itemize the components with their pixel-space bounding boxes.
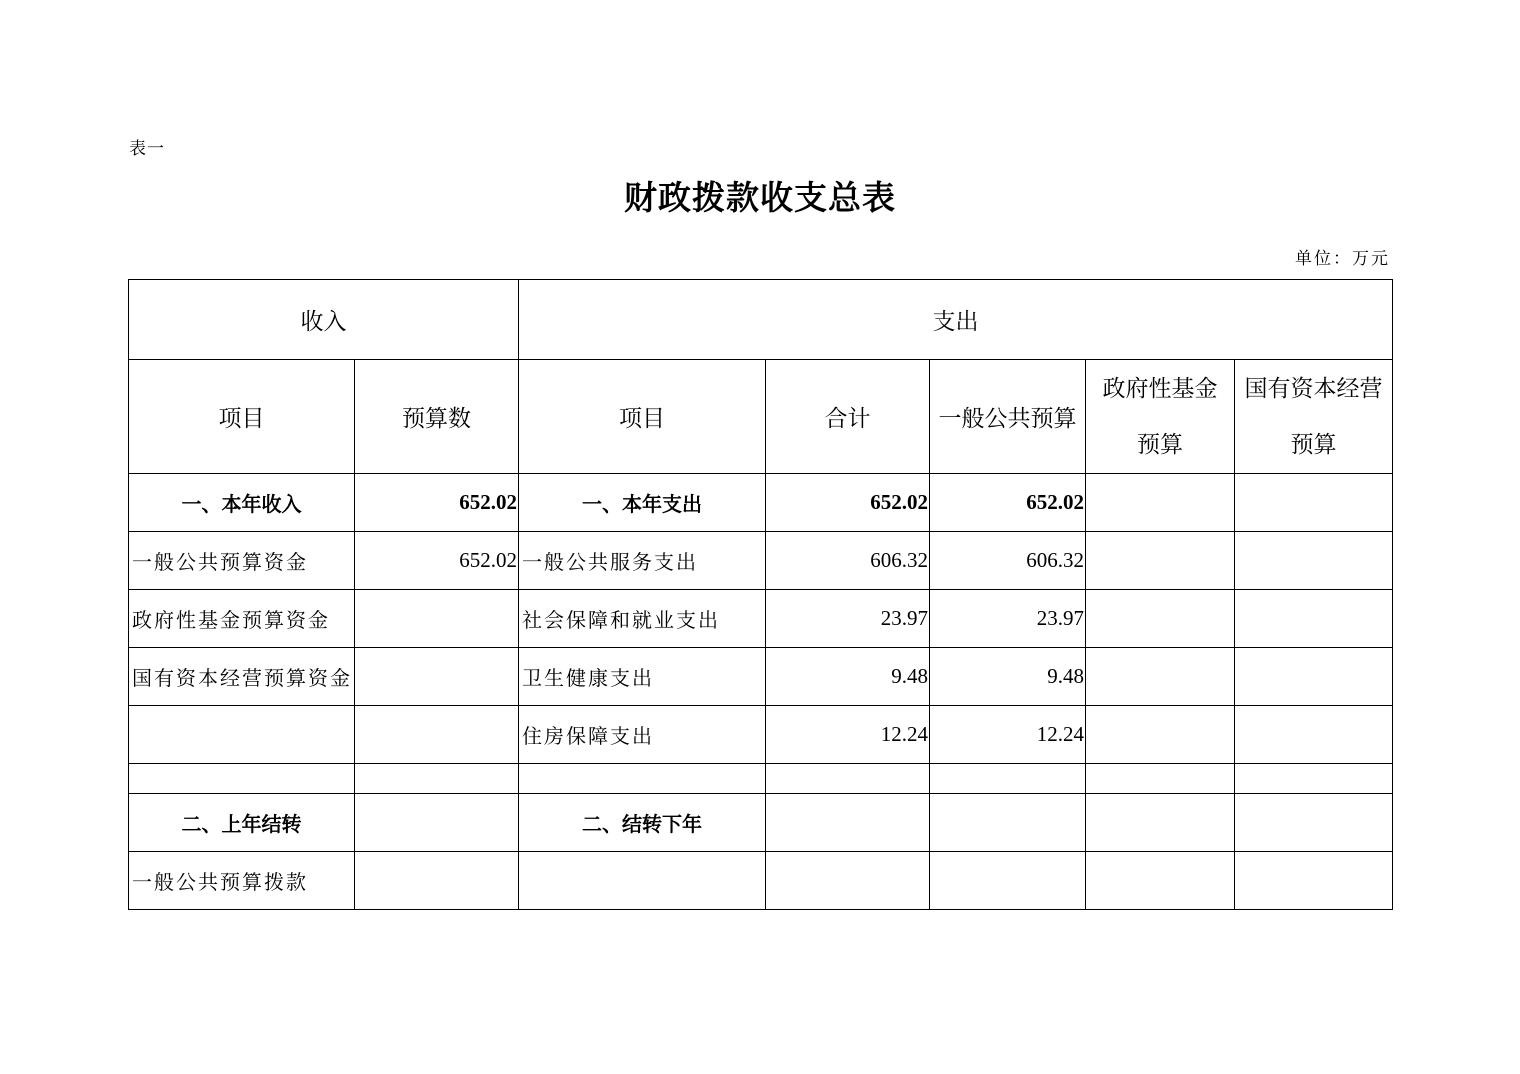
- total-cell: [766, 764, 930, 794]
- budget-table: [128, 279, 1393, 910]
- general-budget-cell: [930, 764, 1086, 794]
- header-gov-fund-line1: 政府性基金: [1102, 375, 1218, 402]
- header-general-budget: 一般公共预算: [930, 360, 1086, 474]
- state-capital-cell: [1235, 764, 1393, 794]
- state-capital-cell: [1235, 532, 1393, 590]
- state-capital-cell: [1235, 474, 1393, 532]
- expense-item-cell: [519, 852, 766, 910]
- header-state-capital-line1: 国有资本经营: [1244, 375, 1383, 402]
- table-row: [129, 794, 1393, 852]
- header-expense-item: 项目: [519, 360, 766, 474]
- table-row: [129, 474, 1393, 532]
- income-item-cell: 一般公共预算资金: [129, 532, 355, 590]
- total-cell: 12.24: [766, 706, 930, 764]
- header-state-capital-line2: 预算: [1290, 431, 1337, 458]
- total-cell: [766, 794, 930, 852]
- income-budget-cell: [355, 648, 519, 706]
- table-row: [129, 852, 1393, 910]
- total-cell: 23.97: [766, 590, 930, 648]
- gov-fund-cell: [1086, 794, 1235, 852]
- header-income: 收入: [129, 280, 519, 360]
- total-cell: 9.48: [766, 648, 930, 706]
- income-budget-cell: [355, 794, 519, 852]
- state-capital-cell: [1235, 852, 1393, 910]
- gov-fund-cell: [1086, 764, 1235, 794]
- general-budget-cell: 12.24: [930, 706, 1086, 764]
- income-item-cell: 政府性基金预算资金: [129, 590, 355, 648]
- general-budget-cell: 9.48: [930, 648, 1086, 706]
- income-budget-cell: [355, 764, 519, 794]
- state-capital-cell: [1235, 648, 1393, 706]
- state-capital-cell: [1235, 706, 1393, 764]
- income-item-cell: 二、上年结转: [129, 794, 355, 852]
- income-budget-cell: [355, 852, 519, 910]
- income-item-cell: [129, 706, 355, 764]
- header-row-group: [129, 280, 1393, 360]
- income-item-cell: [129, 764, 355, 794]
- state-capital-cell: [1235, 590, 1393, 648]
- general-budget-cell: 606.32: [930, 532, 1086, 590]
- expense-item-cell: 社会保障和就业支出: [519, 590, 766, 648]
- expense-item-cell: 一、本年支出: [519, 474, 766, 532]
- gov-fund-cell: [1086, 706, 1235, 764]
- expense-item-cell: 二、结转下年: [519, 794, 766, 852]
- header-gov-fund: [1086, 360, 1235, 474]
- gov-fund-cell: [1086, 532, 1235, 590]
- header-row-columns: [129, 360, 1393, 474]
- income-budget-cell: 652.02: [355, 474, 519, 532]
- table-label: 表一: [129, 139, 165, 159]
- total-cell: 606.32: [766, 532, 930, 590]
- general-budget-cell: [930, 794, 1086, 852]
- header-gov-fund-line2: 预算: [1137, 431, 1183, 458]
- expense-item-cell: 住房保障支出: [519, 706, 766, 764]
- general-budget-cell: 652.02: [930, 474, 1086, 532]
- income-item-cell: 国有资本经营预算资金: [129, 648, 355, 706]
- table-row: [129, 648, 1393, 706]
- unit-label: 单位：万元: [1295, 249, 1390, 269]
- header-income-budget: 预算数: [355, 360, 519, 474]
- table-row: [129, 532, 1393, 590]
- total-cell: [766, 852, 930, 910]
- income-budget-cell: [355, 706, 519, 764]
- income-item-cell: 一般公共预算拨款: [129, 852, 355, 910]
- gov-fund-cell: [1086, 590, 1235, 648]
- header-total: 合计: [766, 360, 930, 474]
- expense-item-cell: 一般公共服务支出: [519, 532, 766, 590]
- state-capital-cell: [1235, 794, 1393, 852]
- general-budget-cell: [930, 852, 1086, 910]
- income-budget-cell: 652.02: [355, 532, 519, 590]
- expense-item-cell: 卫生健康支出: [519, 648, 766, 706]
- income-item-cell: 一、本年收入: [129, 474, 355, 532]
- expense-item-cell: [519, 764, 766, 794]
- table-row: [129, 706, 1393, 764]
- table-row: [129, 764, 1393, 794]
- header-expense: 支出: [519, 280, 1393, 360]
- gov-fund-cell: [1086, 852, 1235, 910]
- income-budget-cell: [355, 590, 519, 648]
- general-budget-cell: 23.97: [930, 590, 1086, 648]
- page-title: 财政拨款收支总表: [624, 178, 896, 217]
- gov-fund-cell: [1086, 648, 1235, 706]
- gov-fund-cell: [1086, 474, 1235, 532]
- total-cell: 652.02: [766, 474, 930, 532]
- table-row: [129, 590, 1393, 648]
- header-state-capital: [1235, 360, 1393, 474]
- header-income-item: 项目: [129, 360, 355, 474]
